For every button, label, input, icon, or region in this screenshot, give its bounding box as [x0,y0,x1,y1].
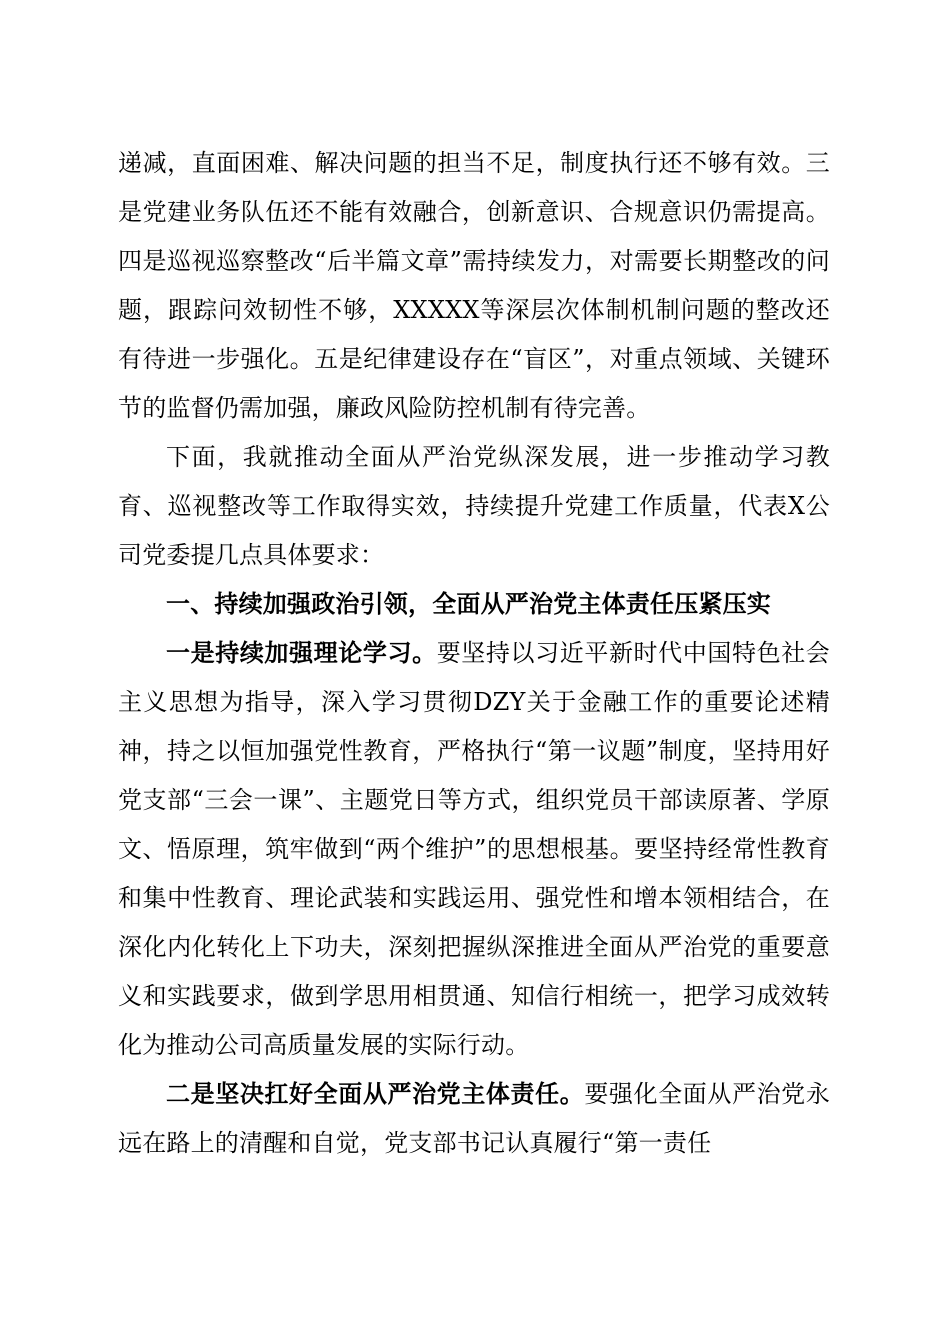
paragraph-text: 要强化全面从严治党永远在路上的清醒和自觉，党支部书记认真履行“第一责任 [118,1080,830,1157]
paragraph-point-1 [118,629,830,1070]
paragraph-continuation [118,139,830,433]
paragraph-text: 要坚持以习近平新时代中国特色社会主义思想为指导，深入学习贯彻DZY关于金融工作的重要论述精神，持之以恒加强党性教育，严格执行“第一议题”制度，坚持用好党支部“三会一课”、主题党日等方式，组织党员干部读原著、学原文、悟原理，筑牢做到“两个维护”的思想根基。要坚持经常性教育和集中性教育、理论武装和实践运用、强党性和增本领相结合，在深化内化转化上下功夫，深刻把握纵深推进全面从严治党的重要意义和实践要求，做到学思用相贯通、知信行相统一，把学习成效转化为推动公司高质量发展的实际行动。 [118,639,830,1059]
paragraph-lead: 一是持续加强理论学习。 [166,639,437,667]
paragraph-intro [118,433,830,580]
section-heading: 一、持续加强政治引领，全面从严治党主体责任压紧压实 [166,590,771,618]
paragraph-text: 下面，我就推动全面从严治党纵深发展，进一步推动学习教育、巡视整改等工作取得实效，持续提升党建工作质量，代表X公司党委提几点具体要求： [118,443,830,569]
paragraph-lead: 二是坚决扛好全面从严治党主体责任。 [166,1080,585,1108]
paragraph-point-2 [118,1070,830,1168]
document-body [118,139,830,1168]
paragraph-text: 递减，直面困难、解决问题的担当不足，制度执行还不够有效。三是党建业务队伍还不能有效融合，创新意识、合规意识仍需提高。四是巡视巡察整改“后半篇文章”需持续发力，对需要长期整改的问题，跟踪问效韧性不够，XXXXX等深层次体制机制问题的整改还有待进一步强化。五是纪律建设存在“盲区”，对重点领域、关键环节的监督仍需加强，廉政风险防控机制有待完善。 [118,149,830,422]
